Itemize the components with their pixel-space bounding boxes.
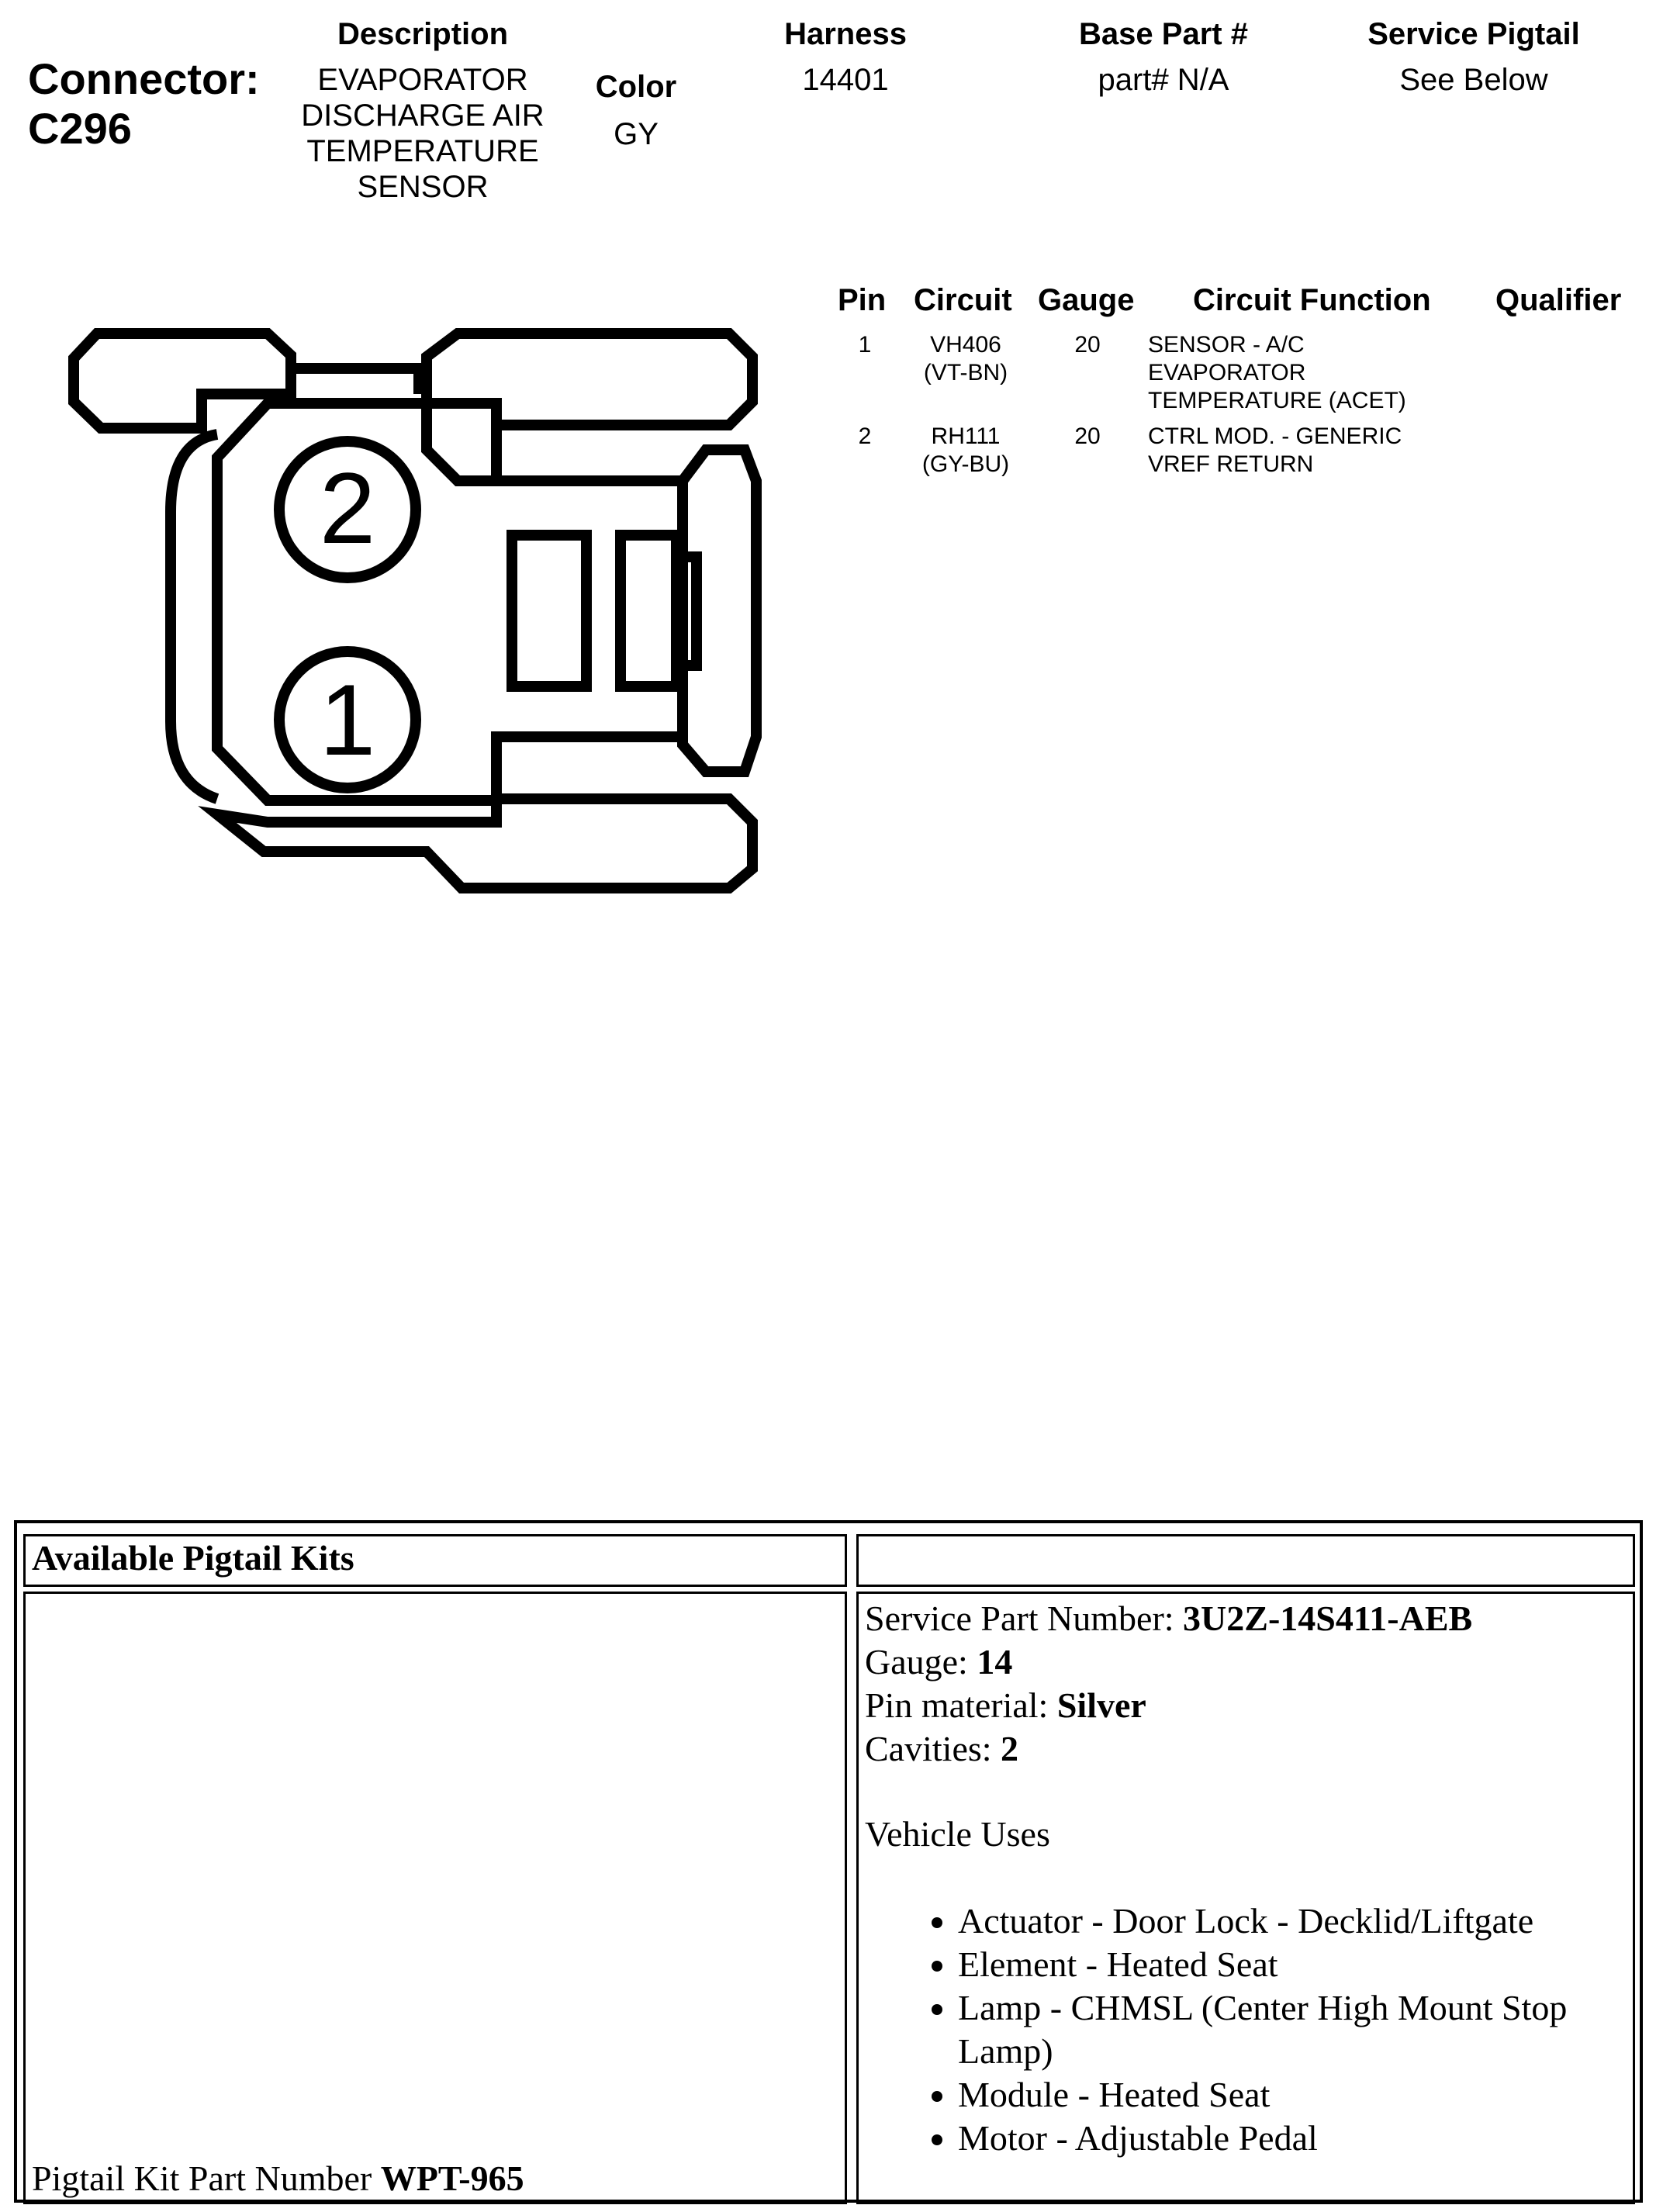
vehicle-uses-list [865,1899,1627,2160]
circuit-cell [900,423,1032,479]
tab-bridge [295,363,419,394]
circuit-color: (GY-BU) [921,451,1010,477]
latch-tab-lower [217,799,752,888]
pin-material-line [865,1684,1627,1727]
harness-header: Harness [784,17,907,51]
gauge-cell: 20 [1074,423,1101,449]
pigtail-kit-cell [23,1592,847,2204]
gauge-line [865,1640,1627,1684]
pigtail-details-cell [856,1592,1635,2204]
list-item: • Element - Heated Seat [958,1943,1627,1986]
gauge-cell: 20 [1074,332,1101,358]
connector-face-diagram [62,326,776,915]
gauge-label: Gauge: [865,1642,977,1681]
description-header: Description [337,17,509,51]
description-line: EVAPORATOR [317,63,528,97]
pigtail-header-blank [856,1534,1635,1587]
function-col-header: Circuit Function [1193,283,1431,317]
color-value: GY [614,117,659,151]
service-pigtail-value: See Below [1399,63,1548,97]
pigtail-kit-part-number [32,2157,524,2200]
service-pigtail-header: Service Pigtail [1367,17,1580,51]
key-slot [621,535,676,686]
service-part-value: 3U2Z-14S411-AEB [1183,1599,1473,1638]
pin-number: 1 [858,332,872,358]
service-part-number [865,1597,1627,1640]
harness-value: 14401 [802,63,889,97]
circuit-col-header: Circuit [914,283,1012,317]
list-item: • Actuator - Door Lock - Decklid/Liftgate [958,1899,1627,1943]
circuit-cell [900,331,1032,387]
pin-number: 2 [858,423,872,449]
qualifier-col-header: Qualifier [1495,283,1622,317]
gauge-value: 14 [977,1642,1013,1681]
kit-label: Pigtail Kit Part Number [32,2158,381,2198]
function-line: TEMPERATURE (ACET) [1148,388,1406,413]
description-line: SENSOR [357,170,489,204]
latch-left [171,434,217,799]
kit-number: WPT-965 [380,2158,524,2198]
circuit-id: VH406 [930,332,1001,358]
color-header: Color [595,70,677,104]
base-part-value: part# N/A [1098,63,1229,97]
pin-col-header: Pin [838,283,887,317]
description-value [264,62,582,205]
circuit-id: RH111 [931,423,1001,449]
pin-label-2: 2 [319,451,376,565]
list-item: • Module - Heated Seat [958,2073,1627,2117]
pin-label-1: 1 [319,663,376,776]
cavities-line [865,1727,1627,1771]
list-item: • Motor - Adjustable Pedal [958,2117,1627,2160]
list-item: • Lamp - CHMSL (Center High Mount Stop Lamp) [958,1986,1627,2073]
pin-material-label: Pin material: [865,1685,1057,1725]
cavities-label: Cavities: [865,1729,1001,1768]
vehicle-uses-heading: Vehicle Uses [865,1814,1050,1854]
base-part-header: Base Part # [1079,17,1248,51]
function-line: EVAPORATOR [1148,360,1306,385]
cavities-value: 2 [1001,1729,1019,1768]
connector-id: C296 [28,104,132,153]
pigtail-title: Available Pigtail Kits [23,1534,847,1587]
circuit-color: (VT-BN) [923,360,1008,385]
key-slot [512,535,586,686]
function-cell [1148,423,1536,479]
description-line: TEMPERATURE [306,134,539,168]
gauge-col-header: Gauge [1038,283,1135,317]
pin-material-value: Silver [1056,1685,1146,1725]
connector-label: Connector: [28,54,260,103]
function-line: CTRL MOD. - GENERIC [1148,423,1402,449]
function-line: VREF RETURN [1148,451,1314,477]
function-line: SENSOR - A/C [1148,332,1305,358]
pigtail-kits-table [14,1520,1643,2203]
service-part-label: Service Part Number: [865,1599,1184,1638]
description-line: DISCHARGE AIR [301,99,545,133]
connector-title [28,54,260,154]
function-cell [1148,331,1536,415]
